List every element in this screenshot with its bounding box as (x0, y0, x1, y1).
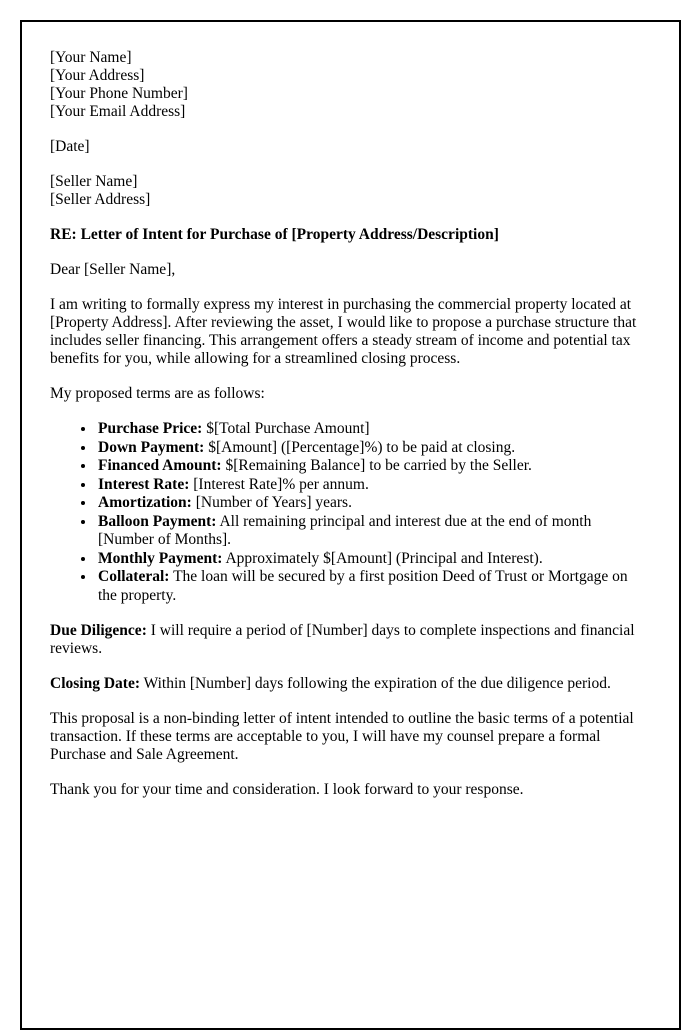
term-text: All remaining principal and interest due at the end of month [Number of Months]. (98, 512, 592, 548)
sender-name: [Your Name] (50, 49, 132, 66)
term-label: Down Payment: (98, 438, 205, 456)
recipient-block (50, 173, 649, 209)
term-item-balloon-payment (96, 513, 649, 550)
term-label: Interest Rate: (98, 475, 190, 493)
term-text: $[Total Purchase Amount] (206, 420, 370, 437)
term-text: Approximately $[Amount] (Principal and Interest). (225, 549, 543, 567)
term-item-collateral (96, 568, 649, 605)
sender-phone: [Your Phone Number] (50, 85, 188, 102)
term-label: Collateral: (98, 568, 170, 585)
due-diligence-paragraph (50, 622, 649, 658)
recipient-name: [Seller Name] (50, 173, 138, 190)
letter-page (20, 20, 681, 1030)
term-item-monthly-payment (96, 550, 649, 569)
term-text: The loan will be secured by a first position Deed of Trust or Mortgage on the property. (98, 568, 628, 604)
subject-line: RE: Letter of Intent for Purchase of [Property Address/Description] (50, 226, 499, 243)
thanks-paragraph: Thank you for your time and consideration. I look forward to your response. (50, 781, 524, 798)
term-item-purchase-price (96, 420, 649, 439)
sender-email: [Your Email Address] (50, 103, 186, 120)
term-text: [Interest Rate]% per annum. (193, 475, 369, 493)
due-diligence-text: I will require a period of [Number] days to complete inspections and financial reviews. (50, 622, 635, 657)
term-item-interest-rate (96, 476, 649, 495)
closing-date-paragraph (50, 675, 649, 693)
closing-date-text: Within [Number] days following the expiration of the due diligence period. (143, 675, 611, 692)
term-label: Amortization: (98, 494, 192, 511)
intro-paragraph: I am writing to formally express my interest in purchasing the commercial property located at [Property Address]. After reviewing the asset, I would like to propose a purchase structure that includes seller financing. This arrangement offers a steady stream of income and potential tax benefits for you, while allowing for a streamlined closing process. (50, 296, 637, 367)
term-label: Monthly Payment: (98, 549, 223, 567)
term-item-amortization (96, 494, 649, 513)
closing-date-label: Closing Date: (50, 675, 140, 692)
term-label: Balloon Payment: (98, 512, 217, 530)
term-label: Financed Amount: (98, 457, 222, 474)
terms-intro: My proposed terms are as follows: (50, 385, 265, 402)
non-binding-paragraph: This proposal is a non-binding letter of intent intended to outline the basic terms of a potential transaction. If these terms are acceptable to you, I will have my counsel prepare a formal Purchase and Sale Agreement. (50, 710, 634, 763)
term-item-financed-amount (96, 457, 649, 476)
due-diligence-label: Due Diligence: (50, 622, 147, 639)
sender-block (50, 49, 649, 121)
term-text: $[Remaining Balance] to be carried by the Seller. (225, 457, 532, 474)
sender-address: [Your Address] (50, 67, 145, 84)
terms-list (50, 420, 649, 605)
salutation: Dear [Seller Name], (50, 261, 176, 278)
term-text: [Number of Years] years. (195, 494, 352, 511)
date-line: [Date] (50, 138, 90, 155)
recipient-address: [Seller Address] (50, 191, 151, 208)
term-label: Purchase Price: (98, 420, 203, 437)
term-item-down-payment (96, 439, 649, 458)
term-text: $[Amount] ([Percentage]%) to be paid at closing. (208, 438, 516, 456)
